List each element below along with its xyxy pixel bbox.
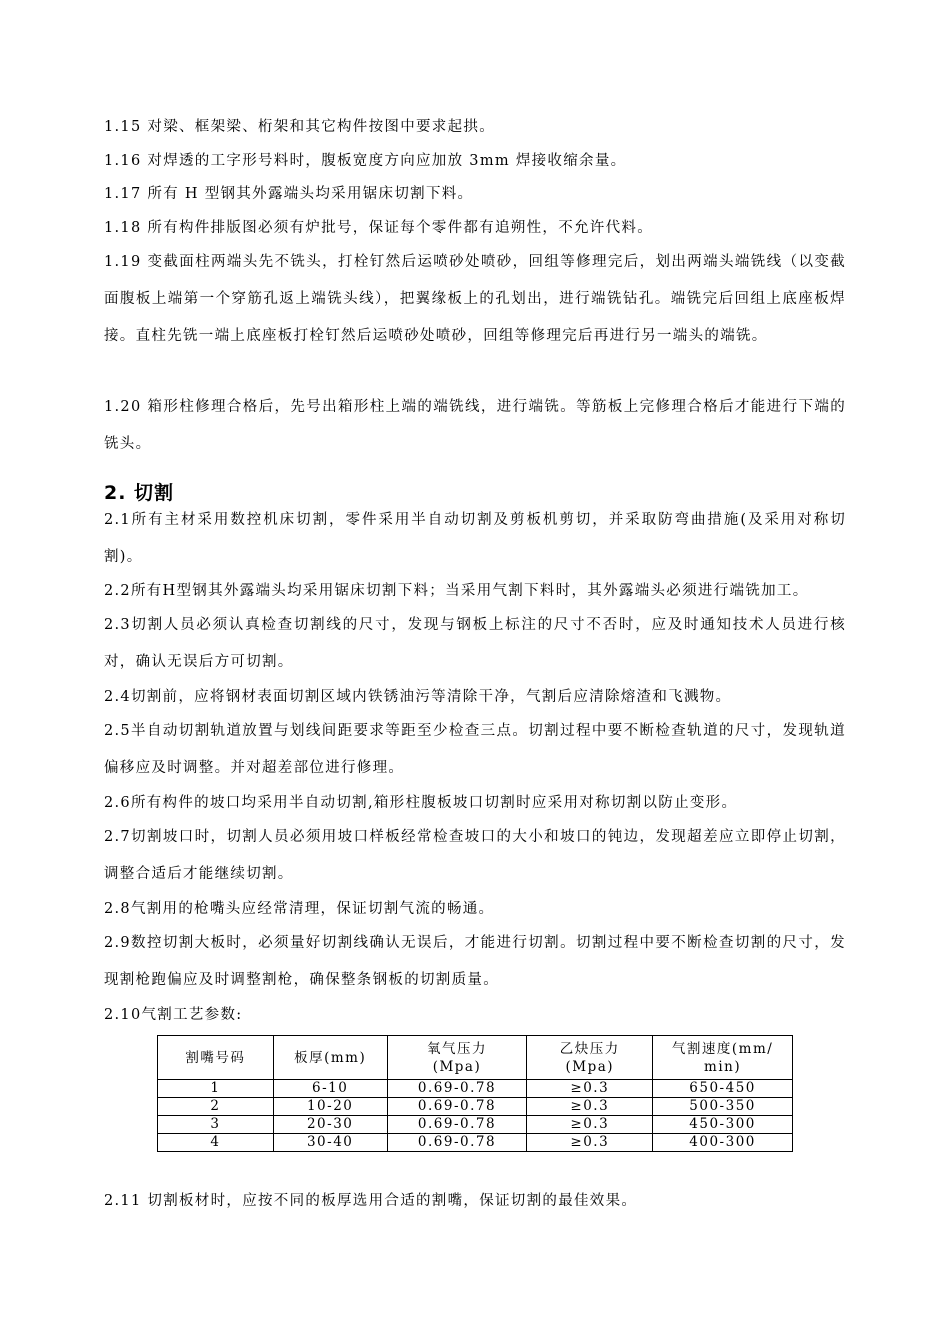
header-oxygen-pressure: 氧气压力 (Mpa) <box>387 1036 527 1080</box>
item-2-8: 2.8气割用的枪嘴头应经常清理，保证切割气流的畅通。 <box>104 901 495 917</box>
header-nozzle-number: 割嘴号码 <box>158 1036 274 1080</box>
item-1-17: 1.17 所有 H 型钢其外露端头均采用锯床切割下料。 <box>104 186 474 202</box>
cutting-parameters-table <box>157 1035 793 1152</box>
table-row <box>158 1080 793 1098</box>
item-2-5: 2.5半自动切割轨道放置与划线间距要求等距至少检查三点。切割过程中要不断检查轨道的尺寸，发现轨道偏移应及时调整。并对超差部位进行修理。 <box>104 723 846 776</box>
table-cell: 450-300 <box>653 1116 793 1134</box>
table-cell: 3 <box>158 1116 274 1134</box>
table-cell: 0.69-0.78 <box>387 1134 527 1152</box>
item-2-9: 2.9数控切割大板时，必须量好切割线确认无误后，才能进行切割。切割过程中要不断检查切割的尺寸，发现割枪跑偏应及时调整割枪，确保整条钢板的切割质量。 <box>104 935 846 988</box>
item-2-3: 2.3切割人员必须认真检查切割线的尺寸，发现与钢板上标注的尺寸不否时，应及时通知技术人员进行核对，确认无误后方可切割。 <box>104 617 846 670</box>
table-cell: 0.69-0.78 <box>387 1080 527 1098</box>
section-heading-cutting: 2. 切割 <box>104 482 175 504</box>
table-cell: 6-10 <box>273 1080 387 1098</box>
table-row <box>158 1116 793 1134</box>
table-cell: 4 <box>158 1134 274 1152</box>
item-2-7: 2.7切割坡口时，切割人员必须用坡口样板经常检查坡口的大小和坡口的钝边，发现超差应立即停止切割，调整合适后才能继续切割。 <box>104 829 846 882</box>
table-cell: 400-300 <box>653 1134 793 1152</box>
table-cell: 1 <box>158 1080 274 1098</box>
table-cell: 0.69-0.78 <box>387 1098 527 1116</box>
item-2-6: 2.6所有构件的坡口均采用半自动切割,箱形柱腹板坡口切割时应采用对称切割以防止变形。 <box>104 795 738 811</box>
table-row <box>158 1098 793 1116</box>
header-acetylene-pressure: 乙炔压力 (Mpa) <box>527 1036 653 1080</box>
header-plate-thickness: 板厚(mm) <box>273 1036 387 1080</box>
table-cell: 2 <box>158 1098 274 1116</box>
item-1-19: 1.19 变截面柱两端头先不铣头，打栓钉然后运喷砂处喷砂，回组等修理完后，划出两端头端铣线（以变截面腹板上端第一个穿筋孔返上端铣头线），把翼缘板上的孔划出，进行端铣钻孔。端铣完后回组上底座板焊接。直柱先铣一端上底座板打栓钉然后运喷砂处喷砂，回组等修理完后再进行另一端头的端铣。 <box>104 254 846 344</box>
item-1-20: 1.20 箱形柱修理合格后，先号出箱形柱上端的端铣线，进行端铣。等筋板上完修理合格后才能进行下端的铣头。 <box>104 399 846 452</box>
item-1-16: 1.16 对焊透的工字形号料时，腹板宽度方向应加放 3mm 焊接收缩余量。 <box>104 153 627 169</box>
item-2-11: 2.11 切割板材时，应按不同的板厚选用合适的割嘴，保证切割的最佳效果。 <box>104 1193 638 1209</box>
table-cell: 10-20 <box>273 1098 387 1116</box>
table-cell: ≥0.3 <box>527 1134 653 1152</box>
table-row <box>158 1134 793 1152</box>
table-cell: ≥0.3 <box>527 1080 653 1098</box>
table-cell: 500-350 <box>653 1098 793 1116</box>
table-cell: 0.69-0.78 <box>387 1116 527 1134</box>
table-cell: ≥0.3 <box>527 1098 653 1116</box>
table-cell: 650-450 <box>653 1080 793 1098</box>
table-cell: ≥0.3 <box>527 1116 653 1134</box>
table-cell: 20-30 <box>273 1116 387 1134</box>
item-1-18: 1.18 所有构件排版图必须有炉批号，保证每个零件都有追朔性，不允许代料。 <box>104 220 653 236</box>
item-2-1: 2.1所有主材采用数控机床切割，零件采用半自动切割及剪板机剪切，并采取防弯曲措施(及采用对称切割)。 <box>104 512 846 565</box>
item-2-10: 2.10气割工艺参数: <box>104 1007 243 1023</box>
table-cell: 30-40 <box>273 1134 387 1152</box>
header-cutting-speed: 气割速度(mm/ min) <box>653 1036 793 1080</box>
item-1-15: 1.15 对梁、框架梁、桁架和其它构件按图中要求起拱。 <box>104 119 495 135</box>
table-header-row <box>158 1036 793 1080</box>
item-2-2: 2.2所有H型钢其外露端头均采用锯床切割下料；当采用气割下料时，其外露端头必须进行端铣加工。 <box>104 583 809 599</box>
item-2-4: 2.4切割前，应将钢材表面切割区域内铁锈油污等清除干净，气割后应清除熔渣和飞溅物。 <box>104 689 732 705</box>
